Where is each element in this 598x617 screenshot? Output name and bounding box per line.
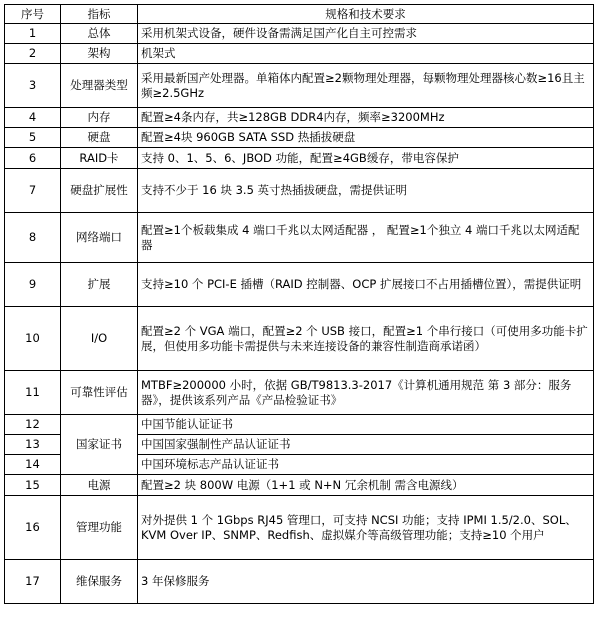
row-requirement: 配置≥4块 960GB SATA SSD 热插拔硬盘 (138, 128, 594, 148)
table-row (5, 496, 594, 560)
row-requirement: 对外提供 1 个 1Gbps RJ45 管理口，可支持 NCSI 功能；支持 IPMI 1.5/2.0、SOL、KVM Over IP、SNMP、Redfish、虚拟媒介等高级管理功能；支持≥10 个用户 (138, 496, 594, 560)
spec-table-container (4, 4, 593, 604)
row-requirement: 配置≥1个板载集成 4 端口千兆以太网适配器 ， 配置≥1个独立 4 端口千兆以太网适配器 (138, 213, 594, 263)
header-requirement: 规格和技术要求 (138, 5, 594, 24)
table-row (5, 371, 594, 415)
row-requirement: 支持 0、1、5、6、JBOD 功能，配置≥4GB缓存，带电容保护 (138, 148, 594, 169)
row-requirement: 配置≥2 块 800W 电源（1+1 或 N+N 冗余机制 需含电源线） (138, 475, 594, 496)
table-row (5, 108, 594, 128)
row-requirement: 配置≥2 个 VGA 端口，配置≥2 个 USB 接口，配置≥1 个串行接口（可使用多功能卡扩展，但使用多功能卡需提供与未来连接设备的兼容性制造商承诺函） (138, 307, 594, 371)
row-index: 1 (5, 24, 61, 44)
row-indicator: 硬盘 (61, 128, 138, 148)
row-index: 9 (5, 263, 61, 307)
row-requirement: 中国节能认证证书 (138, 415, 594, 435)
row-indicator: 维保服务 (61, 560, 138, 604)
row-requirement: 支持≥10 个 PCI-E 插槽（RAID 控制器、OCP 扩展接口不占用插槽位置），需提供证明 (138, 263, 594, 307)
row-indicator: 总体 (61, 24, 138, 44)
row-indicator: 网络端口 (61, 213, 138, 263)
row-index: 10 (5, 307, 61, 371)
row-indicator: 电源 (61, 475, 138, 496)
header-indicator: 指标 (61, 5, 138, 24)
table-row (5, 24, 594, 44)
spec-table (4, 4, 594, 604)
row-indicator: 扩展 (61, 263, 138, 307)
row-index: 17 (5, 560, 61, 604)
row-indicator: I/O (61, 307, 138, 371)
row-requirement: MTBF≥200000 小时，依据 GB/T9813.3-2017《计算机通用规范 第 3 部分：服务器》，提供该系列产品《产品检验证书》 (138, 371, 594, 415)
row-requirement: 中国环境标志产品认证证书 (138, 455, 594, 475)
row-index: 13 (5, 435, 61, 455)
row-index: 8 (5, 213, 61, 263)
row-index: 12 (5, 415, 61, 435)
row-index: 14 (5, 455, 61, 475)
row-indicator: 可靠性评估 (61, 371, 138, 415)
row-indicator: 内存 (61, 108, 138, 128)
row-index: 2 (5, 44, 61, 64)
table-row (5, 475, 594, 496)
row-indicator: 管理功能 (61, 496, 138, 560)
table-row (5, 64, 594, 108)
table-row (5, 128, 594, 148)
row-requirement: 机架式 (138, 44, 594, 64)
table-row (5, 213, 594, 263)
row-index: 3 (5, 64, 61, 108)
table-row (5, 44, 594, 64)
row-requirement: 中国国家强制性产品认证证书 (138, 435, 594, 455)
row-indicator-certificates: 国家证书 (61, 415, 138, 475)
row-indicator: 硬盘扩展性 (61, 169, 138, 213)
row-index: 16 (5, 496, 61, 560)
table-row (5, 169, 594, 213)
row-indicator: 架构 (61, 44, 138, 64)
row-index: 6 (5, 148, 61, 169)
table-row (5, 148, 594, 169)
row-requirement: 采用机架式设备，硬件设备需满足国产化自主可控需求 (138, 24, 594, 44)
table-row (5, 560, 594, 604)
row-requirement: 配置≥4条内存，共≥128GB DDR4内存，频率≥3200MHz (138, 108, 594, 128)
row-requirement: 采用最新国产处理器。单箱体内配置≥2颗物理处理器，每颗物理处理器核心数≥16且主频≥2.5GHz (138, 64, 594, 108)
table-header-row (5, 5, 594, 24)
row-index: 5 (5, 128, 61, 148)
row-requirement: 支持不少于 16 块 3.5 英寸热插拔硬盘，需提供证明 (138, 169, 594, 213)
row-indicator: RAID卡 (61, 148, 138, 169)
row-requirement: 3 年保修服务 (138, 560, 594, 604)
row-indicator: 处理器类型 (61, 64, 138, 108)
row-index: 7 (5, 169, 61, 213)
table-row (5, 263, 594, 307)
row-index: 11 (5, 371, 61, 415)
header-index: 序号 (5, 5, 61, 24)
row-index: 15 (5, 475, 61, 496)
row-index: 4 (5, 108, 61, 128)
table-row (5, 307, 594, 371)
table-row (5, 415, 594, 435)
